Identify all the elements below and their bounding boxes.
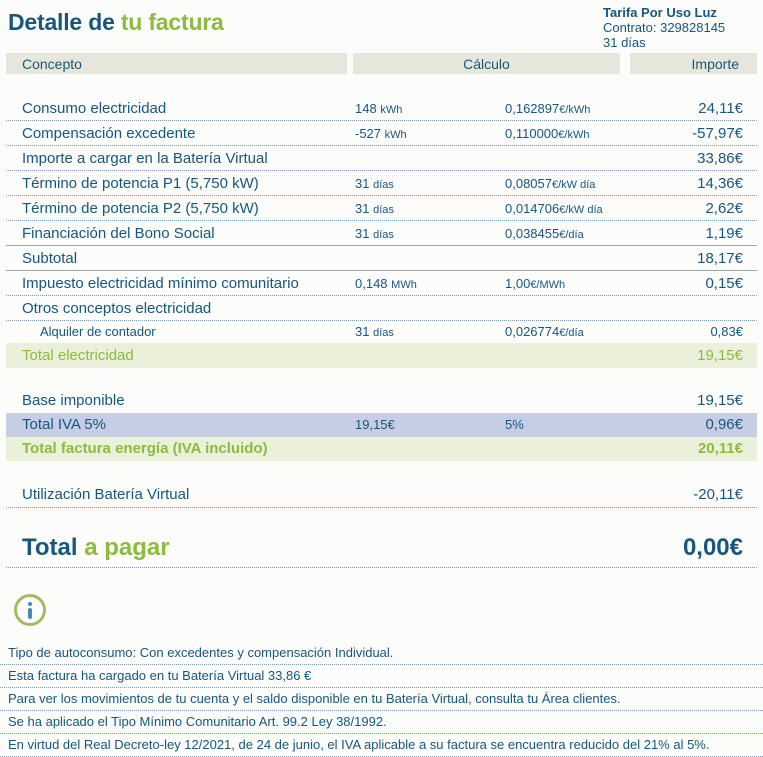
row-concept: Financiación del Bono Social xyxy=(22,224,215,242)
row-price: 0,162897€/kWh xyxy=(505,100,591,116)
row-concept: Total IVA 5% xyxy=(22,416,106,433)
table-row xyxy=(6,481,757,508)
row-price: 0,026774€/día xyxy=(505,324,584,339)
table-row xyxy=(6,221,757,246)
table-row xyxy=(6,271,757,296)
table-row xyxy=(6,96,757,121)
footer-note: Para ver los movimientos de tu cuenta y el saldo disponible en tu Batería Virtual, consulta tu Área clientes. xyxy=(0,688,763,711)
row-amount: 14,36€ xyxy=(697,174,743,192)
row-concept: Total electricidad xyxy=(22,346,134,364)
table-row xyxy=(6,246,757,271)
info-icon-stem xyxy=(28,608,32,619)
row-amount: -57,97€ xyxy=(692,124,743,142)
row-price: 0,038455€/día xyxy=(505,225,584,241)
table-row xyxy=(6,146,757,171)
footer-note: Tipo de autoconsumo: Con excedentes y compensación Individual. xyxy=(0,642,763,665)
row-amount: 33,86€ xyxy=(697,149,743,167)
row-amount: 19,15€ xyxy=(697,391,743,409)
contract-meta xyxy=(603,5,755,50)
row-price: 5% xyxy=(505,417,524,432)
row-quantity: -527 kWh xyxy=(355,125,407,141)
row-concept: Subtotal xyxy=(22,249,78,267)
row-amount: 0,96€ xyxy=(705,416,743,433)
row-quantity: 31 días xyxy=(355,225,394,241)
table-row xyxy=(6,196,757,221)
table-row xyxy=(6,528,757,568)
info-icon-dot xyxy=(28,602,32,606)
row-quantity: 148 kWh xyxy=(355,100,403,116)
column-header-concept: Concepto xyxy=(6,53,347,74)
row-concept: Compensación excedente xyxy=(22,124,196,142)
table-row xyxy=(6,121,757,146)
row-concept: Otros conceptos electricidad xyxy=(22,299,212,317)
row-concept: Utilización Batería Virtual xyxy=(22,485,190,503)
row-amount: 18,17€ xyxy=(697,249,743,267)
row-amount: 0,83€ xyxy=(710,324,743,339)
column-header-calculo: Cálculo xyxy=(353,53,620,74)
row-amount: 1,19€ xyxy=(705,224,743,242)
row-amount: 24,11€ xyxy=(698,99,743,117)
billing-period: 31 días xyxy=(603,35,646,50)
row-quantity: 31 días xyxy=(355,175,394,191)
row-amount: 20,11€ xyxy=(697,440,743,457)
table-row xyxy=(6,388,757,413)
invoice-rows xyxy=(6,96,757,568)
row-price: 0,08057€/kW día xyxy=(505,175,596,191)
footer-notes xyxy=(0,642,763,757)
row-concept: Impuesto electricidad mínimo comunitario xyxy=(22,274,299,292)
row-amount: 0,00€ xyxy=(682,533,743,561)
header xyxy=(0,0,763,50)
row-spacer xyxy=(6,508,757,528)
row-price: 0,014706€/kW día xyxy=(505,200,603,216)
row-amount: -20,11€ xyxy=(693,485,743,503)
row-concept: Término de potencia P2 (5,750 kW) xyxy=(22,199,259,217)
table-column-headers xyxy=(6,53,763,74)
row-concept: Total a pagar xyxy=(22,533,170,561)
row-quantity: 0,148 MWh xyxy=(355,275,417,291)
row-price: 1,00€/MWh xyxy=(505,275,566,291)
row-concept: Total factura energía (IVA incluido) xyxy=(22,440,268,457)
footer-note: Se ha aplicado el Tipo Mínimo Comunitario Art. 99.2 Ley 38/1992. xyxy=(0,711,763,734)
page-title-primary: Detalle de xyxy=(8,9,115,35)
row-concept: Alquiler de contador xyxy=(40,324,156,339)
row-spacer xyxy=(6,461,757,481)
row-concept: Base imponible xyxy=(22,391,125,409)
row-concept: Término de potencia P1 (5,750 kW) xyxy=(22,174,259,192)
tariff-name: Tarifa Por Uso Luz xyxy=(603,5,717,20)
row-quantity: 31 días xyxy=(355,324,394,339)
row-concept: Consumo electricidad xyxy=(22,99,167,117)
table-row xyxy=(6,296,757,321)
footer-note: Esta factura ha cargado en tu Batería Virtual 33,86 € xyxy=(0,665,763,688)
table-row xyxy=(6,413,757,437)
row-price: 0,110000€/kWh xyxy=(505,125,590,141)
row-spacer xyxy=(6,368,757,388)
page-title xyxy=(8,5,224,50)
row-quantity: 19,15€ xyxy=(355,417,395,432)
footer-note: En virtud del Real Decreto-ley 12/2021, de 24 de junio, el IVA aplicable a su factura se encuentra reducido del 21% al 5%. xyxy=(0,734,763,757)
page-title-secondary: tu factura xyxy=(114,9,224,35)
table-row xyxy=(6,437,757,461)
row-quantity: 31 días xyxy=(355,200,394,216)
row-amount: 2,62€ xyxy=(705,199,743,217)
table-row xyxy=(6,343,757,368)
info-icon[interactable] xyxy=(14,594,46,626)
table-row xyxy=(6,321,757,343)
contract-number: Contrato: 329828145 xyxy=(603,20,726,35)
table-row xyxy=(6,171,757,196)
column-header-importe: Importe xyxy=(630,53,757,74)
row-amount: 0,15€ xyxy=(705,274,743,292)
row-amount: 19,15€ xyxy=(697,346,743,364)
row-concept: Importe a cargar en la Batería Virtual xyxy=(22,149,268,167)
